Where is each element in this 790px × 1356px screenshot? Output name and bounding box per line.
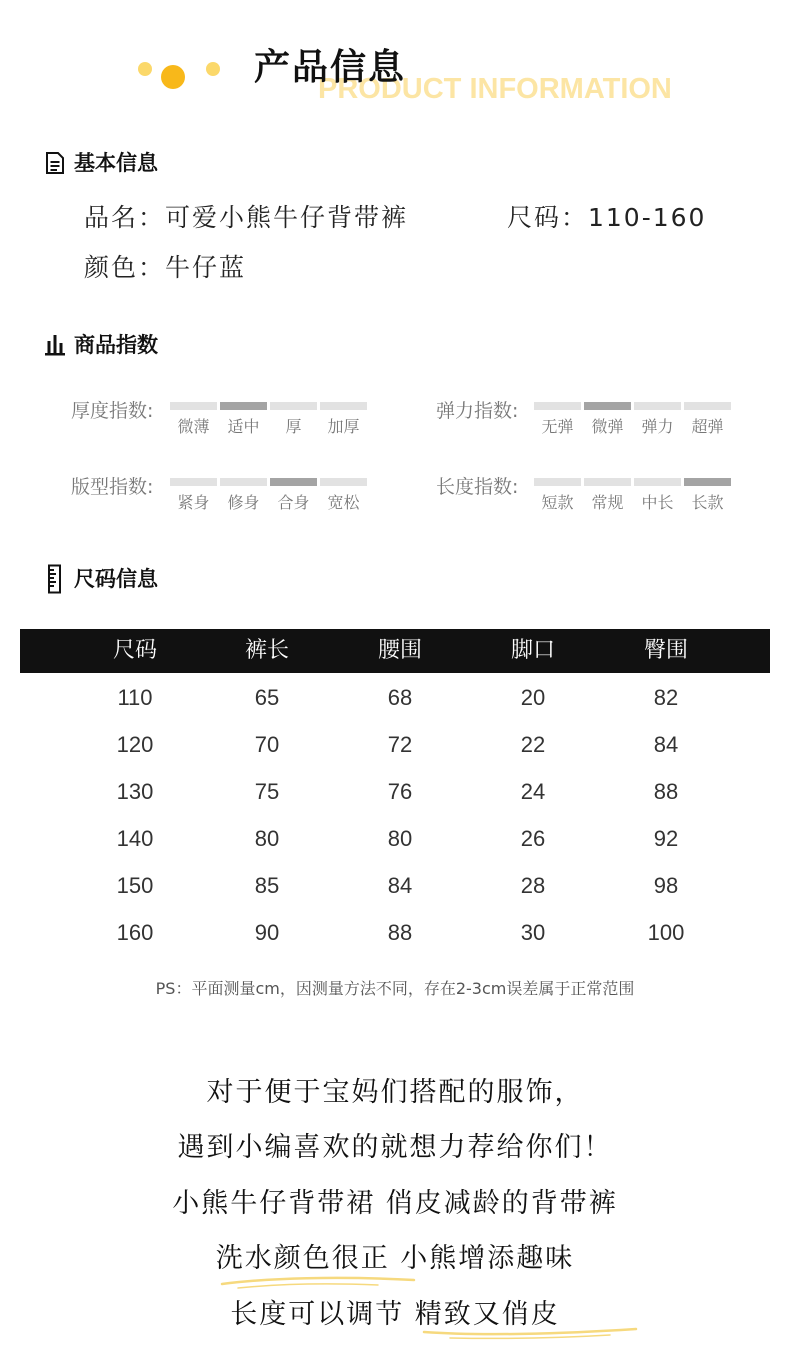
index-option-length-0: 短款 <box>541 493 574 512</box>
index-option-elasticity-0: 无弹 <box>541 417 574 436</box>
index-option-thickness-0: 微薄 <box>177 417 210 436</box>
index-seg-elasticity-1 <box>584 402 631 410</box>
index-option-elasticity-1: 微弹 <box>591 417 624 436</box>
table-cell: 150 <box>116 873 154 898</box>
brush-underline <box>218 1272 418 1292</box>
page-subtitle: PRODUCT INFORMATION <box>318 73 672 105</box>
table-cell: 84 <box>653 732 679 757</box>
decor-dot-right <box>206 62 220 76</box>
table-cell: 70 <box>254 732 280 757</box>
basic-info-title: 基本信息 <box>74 151 158 175</box>
index-seg-thickness-1 <box>220 402 267 410</box>
basic-info-heading <box>44 149 158 177</box>
index-option-elasticity-2: 弹力 <box>641 417 674 436</box>
index-option-elasticity-3: 超弹 <box>691 417 724 436</box>
size-table-header <box>20 629 770 673</box>
table-cell: 80 <box>387 826 413 851</box>
table-cell: 75 <box>254 779 280 804</box>
table-cell: 100 <box>647 920 685 945</box>
table-cell: 68 <box>387 685 413 710</box>
index-option-length-1: 常规 <box>591 493 624 512</box>
table-cell: 92 <box>653 826 679 851</box>
column-header: 裤长 <box>244 638 289 663</box>
ruler-icon <box>44 567 66 591</box>
table-cell: 88 <box>653 779 679 804</box>
index-option-fit-0: 紧身 <box>177 493 210 512</box>
index-label-elasticity: 弹力指数: <box>436 400 519 422</box>
table-cell: 28 <box>520 873 546 898</box>
index-seg-thickness-2 <box>270 402 317 410</box>
table-cell: 90 <box>254 920 280 945</box>
index-option-length-3: 长款 <box>691 493 724 512</box>
index-option-fit-3: 宽松 <box>327 493 360 512</box>
table-cell: 24 <box>520 779 546 804</box>
index-seg-length-2 <box>634 478 681 486</box>
table-cell: 76 <box>387 779 413 804</box>
index-seg-fit-2 <box>270 478 317 486</box>
table-cell: 84 <box>387 873 413 898</box>
table-cell: 82 <box>653 685 679 710</box>
index-seg-elasticity-2 <box>634 402 681 410</box>
index-seg-fit-1 <box>220 478 267 486</box>
measurement-note: PS：平面测量cm，因测量方法不同，存在2-3cm误差属于正常范围 <box>155 979 635 998</box>
table-cell: 140 <box>116 826 154 851</box>
index-option-length-2: 中长 <box>641 493 674 512</box>
index-seg-length-3 <box>684 478 731 486</box>
index-label-thickness: 厚度指数: <box>71 400 154 422</box>
index-label-length: 长度指数: <box>436 476 519 498</box>
copy-line: 长度可以调节 精致又俏皮 <box>230 1299 560 1330</box>
index-option-thickness-2: 厚 <box>285 417 302 436</box>
index-seg-fit-3 <box>320 478 367 486</box>
index-seg-length-1 <box>584 478 631 486</box>
index-option-fit-1: 修身 <box>227 493 260 512</box>
table-cell: 110 <box>117 685 153 710</box>
decor-dot-left <box>138 62 152 76</box>
index-seg-length-0 <box>534 478 581 486</box>
index-seg-thickness-0 <box>170 402 217 410</box>
column-header: 脚口 <box>510 638 555 663</box>
table-cell: 160 <box>116 920 154 945</box>
table-cell: 120 <box>116 732 154 757</box>
brush-underline <box>420 1324 640 1344</box>
product-size-range: 尺码：110-160 <box>507 203 707 232</box>
index-option-thickness-1: 适中 <box>227 417 260 436</box>
product-color: 颜色：牛仔蓝 <box>84 253 247 282</box>
indices-title: 商品指数 <box>74 333 158 357</box>
bar-chart-icon <box>44 333 66 357</box>
index-label-fit: 版型指数: <box>71 476 154 498</box>
size-info-heading <box>44 565 158 593</box>
indices-heading <box>44 331 158 359</box>
index-option-thickness-3: 加厚 <box>327 417 360 436</box>
table-cell: 72 <box>387 732 413 757</box>
column-header: 尺码 <box>112 638 157 663</box>
column-header: 臀围 <box>643 638 688 663</box>
copy-line: 小熊牛仔背带裙 俏皮减龄的背带裤 <box>172 1188 618 1219</box>
product-name: 品名：可爱小熊牛仔背带裤 <box>84 203 409 232</box>
size-info-title: 尺码信息 <box>74 567 158 591</box>
decor-dot-center <box>161 65 185 89</box>
copy-line: 洗水颜色很正 小熊增添趣味 <box>215 1243 575 1274</box>
copy-line: 遇到小编喜欢的就想力荐给你们！ <box>177 1132 613 1163</box>
table-cell: 22 <box>520 732 546 757</box>
page-title: 产品信息 <box>254 47 407 88</box>
index-seg-elasticity-0 <box>534 402 581 410</box>
table-cell: 20 <box>520 685 546 710</box>
table-cell: 26 <box>520 826 546 851</box>
table-cell: 85 <box>254 873 280 898</box>
table-cell: 65 <box>254 685 280 710</box>
table-cell: 98 <box>653 873 679 898</box>
table-cell: 30 <box>520 920 546 945</box>
index-seg-thickness-3 <box>320 402 367 410</box>
index-seg-elasticity-3 <box>684 402 731 410</box>
index-seg-fit-0 <box>170 478 217 486</box>
index-option-fit-2: 合身 <box>277 493 310 512</box>
table-cell: 88 <box>387 920 413 945</box>
table-cell: 130 <box>116 779 154 804</box>
copy-line: 对于便于宝妈们搭配的服饰， <box>206 1077 584 1108</box>
document-icon <box>44 151 66 175</box>
column-header: 腰围 <box>377 638 422 663</box>
table-cell: 80 <box>254 826 280 851</box>
